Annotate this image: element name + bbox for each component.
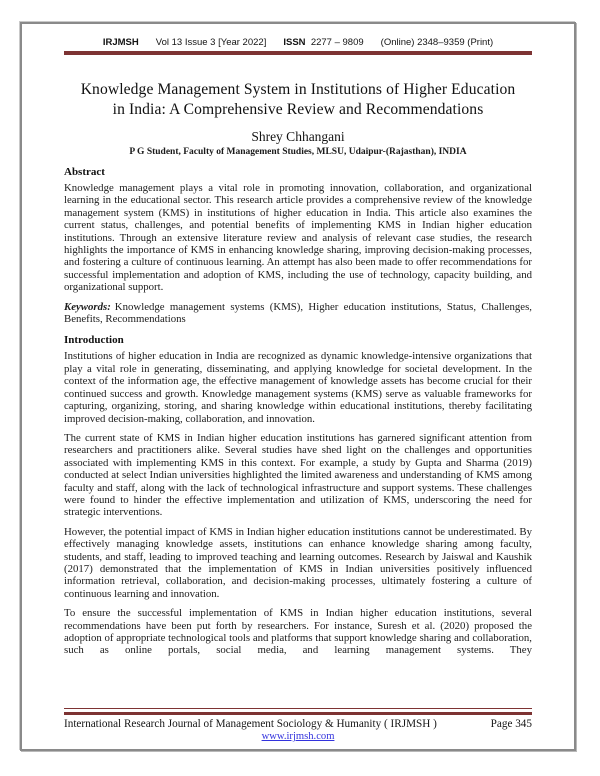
introduction-paragraph-2: The current state of KMS in Indian higher education institutions has garnered significant attention from researchers and practitioners alike. Several studies have shed light on the challenges and opportunities associated with implementing KMS in this context. For example, a study by Gupta and Sharma (2019) conducted at select Indian universities highlighted the limited awareness and understanding of KMS among faculty and staff, along with the lack of technological infrastructure and support systems. These challenges were found to hinder the effective implementation and utilization of KMS, underscoring the need for strategic interventions. — [64, 431, 532, 519]
abstract-heading: Abstract — [64, 166, 105, 178]
author-affiliation: P G Student, Faculty of Management Studies, MLSU, Udaipur-(Rajasthan), INDIA — [129, 147, 467, 157]
issn-online-number: 2277 – 9809 — [310, 37, 364, 48]
footer-rule — [64, 708, 532, 715]
footer-journal-name: International Research Journal of Management Sociology & Humanity ( IRJMSH ) — [64, 718, 437, 730]
article-title-line2: in India: A Comprehensive Review and Recommendations — [112, 101, 484, 118]
footer-link-row — [64, 731, 532, 742]
volume-issue-info: Vol 13 Issue 3 [Year 2022] — [155, 37, 267, 48]
article-title-line1: Knowledge Management System in Institutions of Higher Education — [80, 81, 516, 98]
header-rule — [64, 51, 532, 55]
introduction-heading: Introduction — [64, 334, 124, 347]
journal-abbreviation: IRJMSH — [102, 37, 139, 48]
article-title — [64, 80, 532, 120]
introduction-paragraph-4: To ensure the successful implementation of KMS in Indian higher education institutions, several recommendations have been put forth by researchers. For instance, Suresh et al. (2020) proposed the adoption of appropriate technological tools and platforms that support knowledge sharing and collaboration, such as online portals, social media, and learning management systems. They — [64, 607, 532, 657]
document-page — [20, 22, 576, 751]
abstract-paragraph: Knowledge management plays a vital role in promoting innovation, collaboration, and organizational learning in the educational sector. This research article provides a comprehensive review of the knowledge management system (KMS) in institutions of higher education in India. This article also examines the current status, challenges, and potential benefits of implementing KMS in Indian higher education institutions. Through an extensive literature review and analysis of relevant case studies, the research highlights the importance of KMS in enhancing knowledge sharing, improving decision-making processes, and fostering a culture of continuous learning. An attempt has also been made to offer recommendations for successful implementation and adoption of KMS, including the use of technology, capacity building, and organizational support. — [64, 182, 532, 294]
page-footer — [64, 708, 532, 742]
footer-page-number: Page 345 — [490, 718, 532, 730]
footer-journal-row — [64, 718, 532, 730]
issn-print-info: (Online) 2348–9359 (Print) — [380, 37, 494, 48]
journal-website-link[interactable]: www.irjmsh.com — [261, 731, 335, 742]
keywords-text: Knowledge management systems (KMS), Higher education institutions, Status, Challenges, Benefits, Recommendations — [64, 300, 532, 326]
introduction-paragraph-3: However, the potential impact of KMS in Indian higher education institutions cannot be underestimated. By effectively managing knowledge assets, institutions can enhance knowledge sharing among faculty, students, and staff, leading to improved teaching and learning outcomes. Research by Jaiswal and Kaushik (2017) demonstrated that the implementation of KMS in Indian universities positively influenced information retrieval, collaboration, and decision-making processes, ultimately fostering a culture of continuous learning and innovation. — [64, 525, 532, 600]
journal-header — [64, 37, 532, 48]
keywords-paragraph — [64, 301, 532, 326]
introduction-paragraph-1: Institutions of higher education in India are recognized as dynamic knowledge-intensive organizations that play a vital role in generating, disseminating, and applying knowledge for societal development. In the context of the information age, the effective management of knowledge assets has become crucial for their continued success and growth. Knowledge management systems (KMS) serve as valuable frameworks for capturing, organizing, storing, and sharing knowledge within educational institutions, thereby facilitating improved decision-making, collaboration, and innovation. — [64, 350, 532, 425]
author-name: Shrey Chhangani — [251, 129, 345, 144]
issn-group — [283, 37, 363, 48]
keywords-label: Keywords: — [64, 300, 111, 313]
issn-label: ISSN — [283, 37, 306, 48]
